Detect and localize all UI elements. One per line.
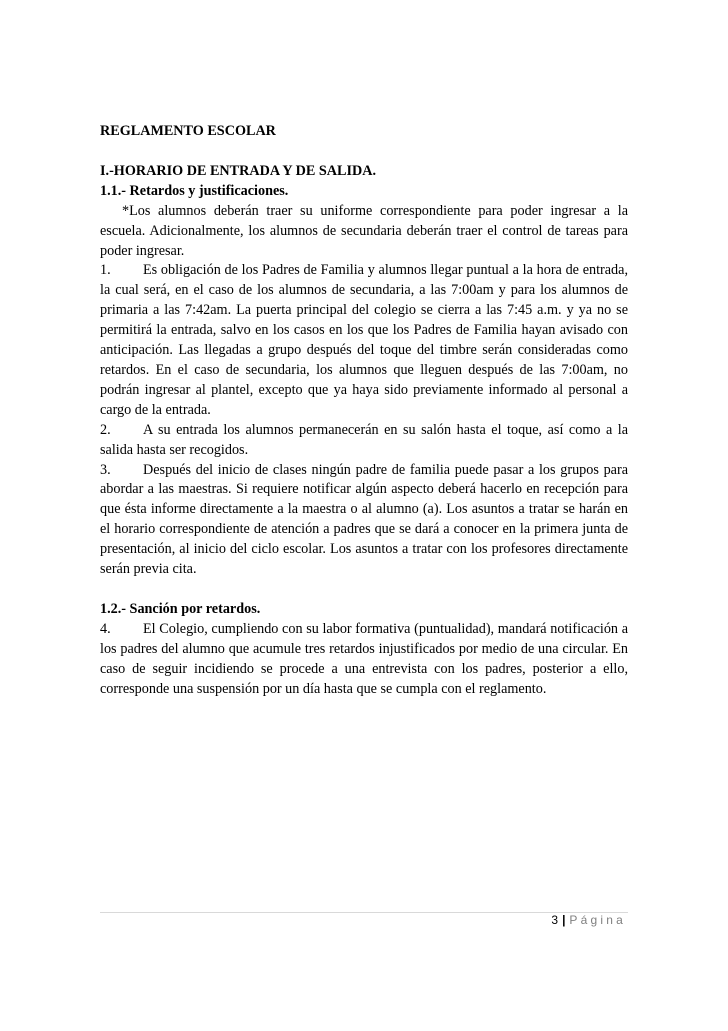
rule-text: El Colegio, cumpliendo con su labor formativa (puntualidad), mandará notificación a los padres del alumno que acumule tres retardos injustificados por medio de una circular. En caso de seguir incidiendo se procede a una entrevista con los padres, posterior a ello, corresponde una suspensión por un día hasta que se cumpla con el reglamento. (100, 620, 628, 697)
intro-paragraph: *Los alumnos deberán traer su uniforme correspondiente para poder ingresar a la escuela. Adicionalmente, los alumnos de secundaria deberán traer el control de tareas para poder ingresar. (100, 202, 628, 259)
section-heading: I.-HORARIO DE ENTRADA Y DE SALIDA. (100, 162, 377, 179)
rule-item (100, 620, 628, 700)
footer-divider (100, 912, 628, 913)
section-spacer (100, 580, 628, 600)
rule-text: Después del inicio de clases ningún padre de familia puede pasar a los grupos para abordar a las maestras. Si requiere notificar algún aspecto deberá hacerlo en recepción para que ésta informe directamente a la maestra o al alumno (a). Los asuntos a tratar se harán en el horario correspondiente de atención a padres que se dará a conocer en la primera junta de presentación, al inicio del ciclo escolar. Los asuntos a tratar con los profesores directamente serán previa cita. (100, 461, 628, 578)
footer-separator: | (562, 913, 566, 927)
rule-text: A su entrada los alumnos permanecerán en su salón hasta el toque, así como a la salida hasta ser recogidos. (100, 421, 628, 458)
page-number: 3 (551, 913, 559, 927)
document-body (100, 122, 628, 699)
rule-text: Es obligación de los Padres de Familia y alumnos llegar puntual a la hora de entrada, la cual será, en el caso de los alumnos de secundaria, a las 7:00am y para los alumnos de primaria a las 7:42am. La puerta principal del colegio se cierra a las 7:45 a.m. y ya no se permitirá la entrada, salvo en los casos en los que los Padres de Familia hayan avisado con anticipación. Las llegadas a grupo después del toque del timbre serán consideradas como retardos. En el caso de secundaria, los alumnos que lleguen después de las 7:00am, no podrán ingresar al plantel, excepto que ya haya sido previamente informado al personal a cargo de la entrada. (100, 262, 628, 418)
page-footer (551, 913, 626, 927)
rule-number: 2. (100, 421, 111, 438)
subsection-heading: 1.2.- Sanción por retardos. (100, 600, 261, 617)
rule-number: 3. (100, 461, 111, 478)
rule-number: 1. (100, 262, 111, 279)
page-word: Página (569, 913, 626, 927)
document-title: REGLAMENTO ESCOLAR (100, 123, 276, 139)
rule-item (100, 421, 628, 461)
rule-number: 4. (100, 620, 111, 637)
rule-item (100, 261, 628, 420)
rule-item (100, 461, 628, 580)
subsection-heading: 1.1.- Retardos y justificaciones. (100, 182, 289, 199)
